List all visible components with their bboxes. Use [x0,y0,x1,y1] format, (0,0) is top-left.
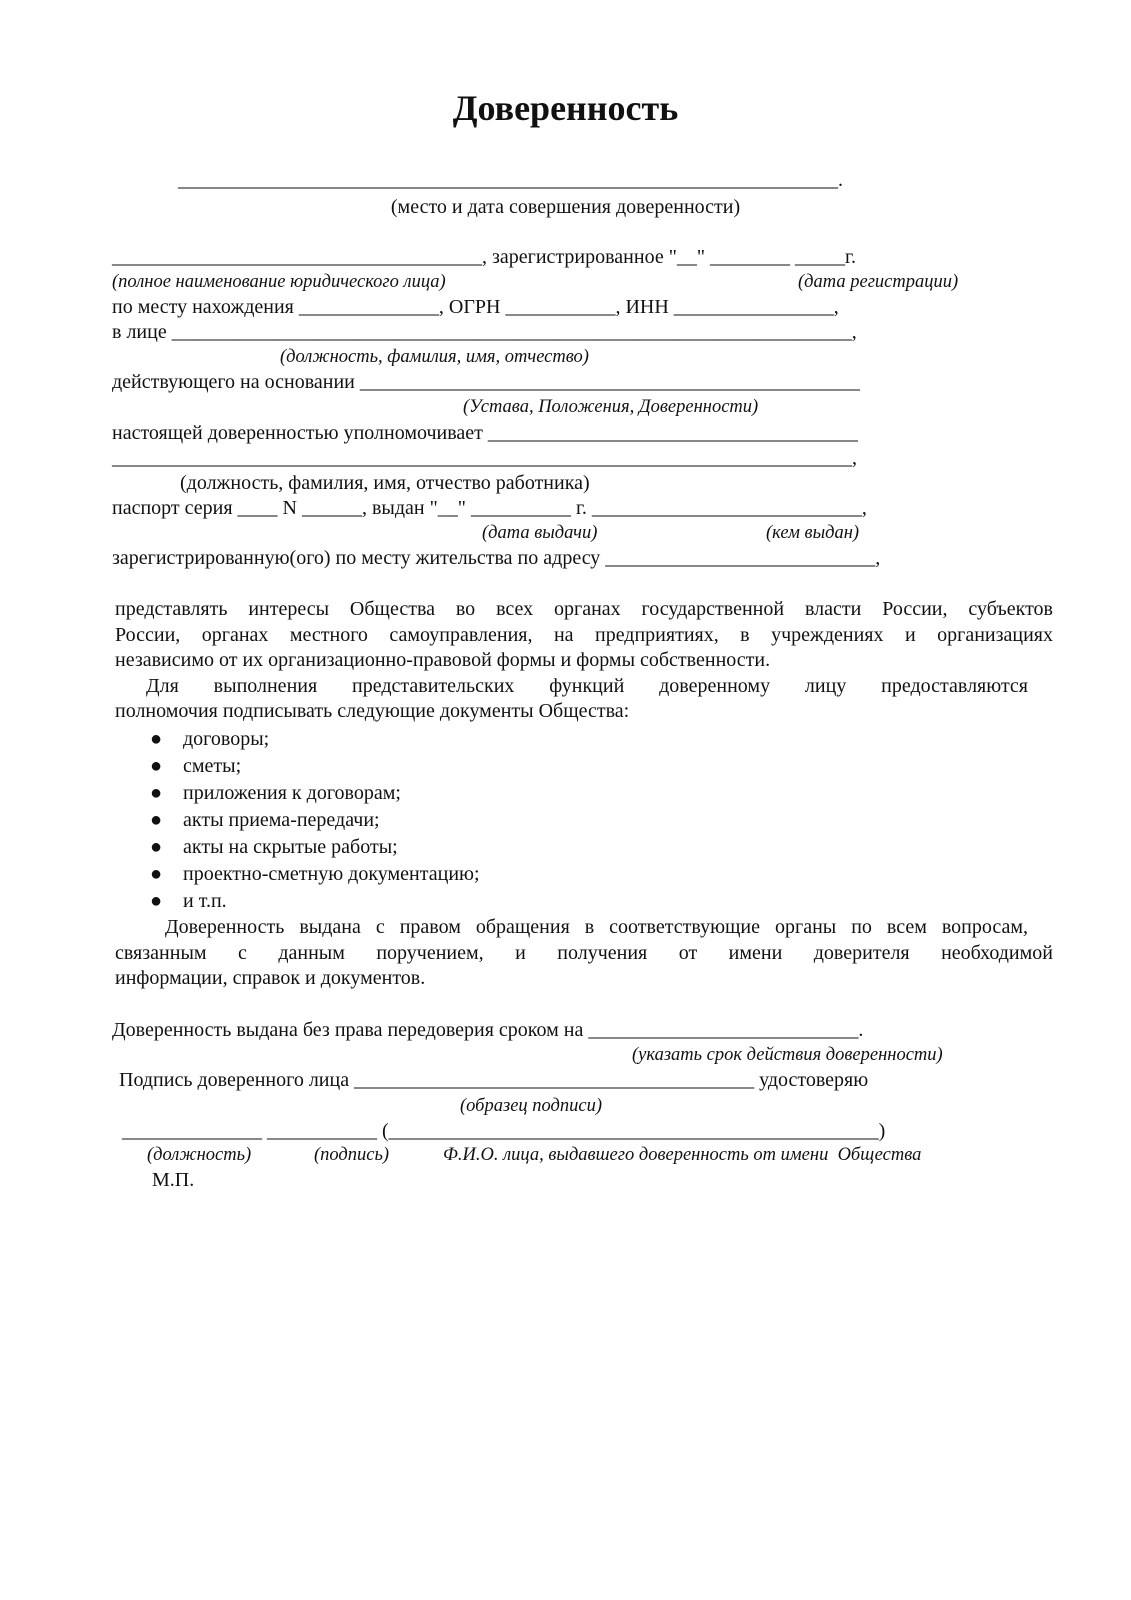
org-line: _____________________________________, зарегистрированное "__" ________ _____г. [112,246,856,268]
passport-caption-issuer: (кем выдан) [766,523,860,543]
location-line: по месту нахождения ______________, ОГРН ___________, ИНН ________________, [112,296,839,318]
bullet-icon: ● [150,755,163,777]
signer-line: ______________ ___________ (_________________________________________________) [122,1120,886,1142]
paragraph-3-line: Доверенность выдана с правом обращения в соответствующие органы по всем вопросам, [165,916,1028,938]
list-item: и т.п. [183,890,227,912]
passport-line: паспорт серия ____ N ______, выдан "__" __________ г. ___________________________, [112,497,867,519]
term-line: Доверенность выдана без права передоверия сроком на ___________________________. [112,1019,864,1041]
list-item: сметы; [183,755,242,777]
employee-caption: (должность, фамилия, имя, отчество работника) [180,472,590,494]
bullet-icon: ● [150,809,163,831]
signer-caption-position: (должность) [147,1145,252,1165]
person-line: в лице ____________________________________________________________________, [112,321,857,343]
basis-caption: (Устава, Положения, Доверенности) [463,397,759,417]
bullet-icon: ● [150,728,163,750]
list-item: проектно-сметную документацию; [183,863,480,885]
authorizes-line: настоящей доверенностью уполномочивает _____________________________________ [112,422,858,444]
paragraph-1-line: России, органах местного самоуправления, на предприятиях, в учреждениях и организациях [115,624,1053,646]
paragraph-1-line: независимо от их организационно-правовой формы и формы собственности. [115,649,771,671]
list-item: договоры; [183,728,270,750]
bullet-icon: ● [150,836,163,858]
address-line: зарегистрированную(ого) по месту жительства по адресу ___________________________, [112,547,881,569]
signer-caption-name: Ф.И.О. лица, выдавшего доверенность от имени Общества [443,1145,922,1165]
org-caption-left: (полное наименование юридического лица) [112,272,446,292]
sample-signature-line: Подпись доверенного лица ________________________________________ удостоверяю [119,1069,869,1091]
list-item: приложения к договорам; [183,782,401,804]
bullet-icon: ● [150,863,163,885]
signer-caption-signature: (подпись) [314,1145,390,1165]
paragraph-1-line: представлять интересы Общества во всех органах государственной власти России, субъектов [115,598,1053,620]
person-caption: (должность, фамилия, имя, отчество) [280,347,589,367]
paragraph-3-line: информации, справок и документов. [115,967,426,989]
employee-blank-line: __________________________________________________________________________, [112,447,857,469]
basis-line: действующего на основании __________________________________________________ [112,371,860,393]
passport-caption-date: (дата выдачи) [482,523,598,543]
term-caption: (указать срок действия доверенности) [632,1045,943,1065]
paragraph-2-line: Для выполнения представительских функций доверенному лицу предоставляются [146,675,1028,697]
paragraph-2-line: полномочия подписывать следующие документы Общества: [115,700,630,722]
place-date-caption: (место и дата совершения доверенности) [390,196,741,218]
bullet-icon: ● [150,782,163,804]
sample-signature-caption: (образец подписи) [460,1096,603,1116]
bullet-icon: ● [150,890,163,912]
seal-mark: М.П. [152,1169,195,1191]
list-item: акты приема-передачи; [183,809,380,831]
paragraph-3-line: связанным с данным поручением, и получения от имени доверителя необходимой [115,942,1053,964]
place-date-line: __________________________________________________________________. [178,169,843,191]
document-title: Доверенность [452,88,679,128]
list-item: акты на скрытые работы; [183,836,398,858]
org-caption-right: (дата регистрации) [798,272,959,292]
